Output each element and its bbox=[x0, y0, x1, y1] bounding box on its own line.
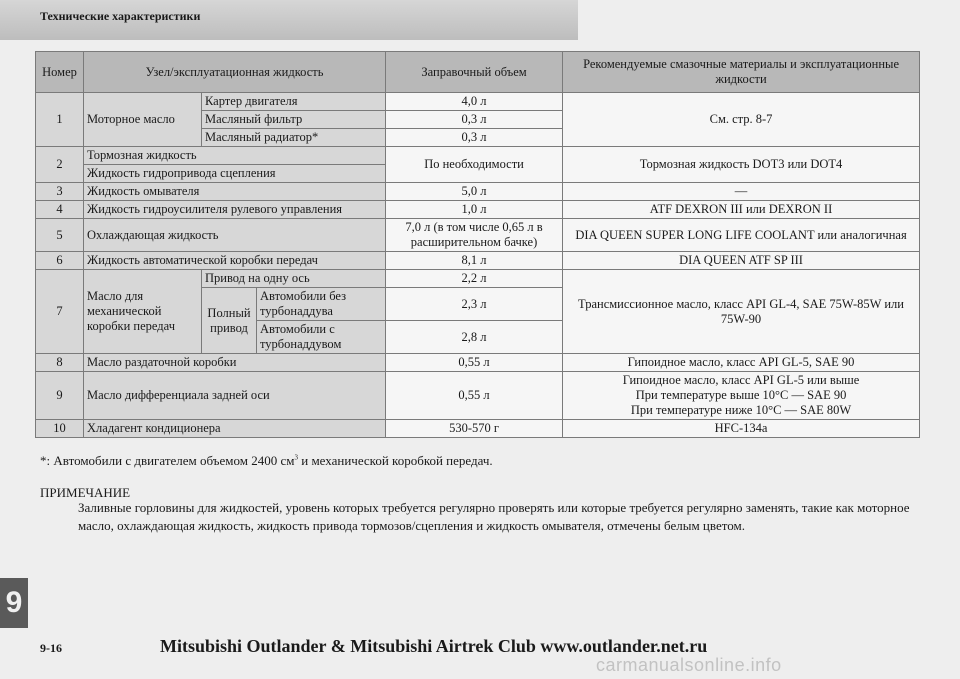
fluid-subitem: Автомобили без турбонаддува bbox=[257, 288, 386, 321]
fluid-name: Жидкость омывателя bbox=[84, 183, 386, 201]
recommended-fluid: Тормозная жидкость DOT3 или DOT4 bbox=[563, 147, 920, 183]
fill-volume: 7,0 л (в том числе 0,65 л в расширительном бачке) bbox=[386, 219, 563, 252]
fill-volume: 0,55 л bbox=[386, 354, 563, 372]
fluid-subitem: Автомобили с турбонаддувом bbox=[257, 321, 386, 354]
header-bar bbox=[0, 0, 578, 40]
footnote-superscript: 3 bbox=[294, 453, 298, 462]
table-row bbox=[36, 252, 920, 270]
recommended-fluid: Трансмиссионное масло, класс API GL-4, SAE 75W-85W или 75W-90 bbox=[563, 270, 920, 354]
fill-volume: 0,3 л bbox=[386, 111, 563, 129]
page-number: 9-16 bbox=[40, 641, 62, 655]
recommended-fluid bbox=[563, 372, 920, 420]
recommended-fluid: HFC-134a bbox=[563, 420, 920, 438]
recommended-line: Гипоидное масло, класс API GL-5 или выше bbox=[622, 373, 860, 387]
table-row bbox=[36, 420, 920, 438]
fill-volume: 4,0 л bbox=[386, 93, 563, 111]
table-row bbox=[36, 372, 920, 420]
note-title: ПРИМЕЧАНИЕ bbox=[40, 485, 131, 500]
table-row bbox=[36, 354, 920, 372]
table-row bbox=[36, 219, 920, 252]
row-number: 6 bbox=[36, 252, 84, 270]
recommended-fluid: DIA QUEEN SUPER LONG LIFE COOLANT или аналогичная bbox=[563, 219, 920, 252]
fill-volume: По необходимости bbox=[386, 147, 563, 183]
column-header-unit: Узел/эксплуатационная жидкость bbox=[84, 52, 386, 93]
fill-volume: 0,55 л bbox=[386, 372, 563, 420]
fill-volume: 1,0 л bbox=[386, 201, 563, 219]
fill-volume: 0,3 л bbox=[386, 129, 563, 147]
table-header-row bbox=[36, 52, 920, 93]
table-row bbox=[36, 201, 920, 219]
fluid-subitem: Полный привод bbox=[202, 288, 257, 354]
fluid-name: Масло дифференциала задней оси bbox=[84, 372, 386, 420]
fluid-name: Жидкость гидропривода сцепления bbox=[84, 165, 386, 183]
fill-volume: 5,0 л bbox=[386, 183, 563, 201]
recommended-fluid: DIA QUEEN ATF SP III bbox=[563, 252, 920, 270]
row-number: 7 bbox=[36, 270, 84, 354]
fluid-name: Масло раздаточной коробки bbox=[84, 354, 386, 372]
fill-volume: 2,3 л bbox=[386, 288, 563, 321]
fluid-name: Охлаждающая жидкость bbox=[84, 219, 386, 252]
table-row bbox=[36, 270, 920, 288]
footnote bbox=[40, 453, 493, 469]
fluid-subitem: Масляный фильтр bbox=[202, 111, 386, 129]
fluid-name: Жидкость гидроусилителя рулевого управления bbox=[84, 201, 386, 219]
recommended-fluid: — bbox=[563, 183, 920, 201]
row-number: 9 bbox=[36, 372, 84, 420]
column-header-volume: Заправочный объем bbox=[386, 52, 563, 93]
recommended-fluid: См. стр. 8-7 bbox=[563, 93, 920, 147]
fluid-name: Моторное масло bbox=[84, 93, 202, 147]
table-row bbox=[36, 147, 920, 165]
fluid-subitem: Масляный радиатор* bbox=[202, 129, 386, 147]
fluid-name: Масло для механической коробки передач bbox=[84, 270, 202, 354]
table-row bbox=[36, 183, 920, 201]
watermark: carmanualsonline.info bbox=[596, 655, 782, 675]
footer-text: Mitsubishi Outlander & Mitsubishi Airtrek Club www.outlander.net.ru bbox=[160, 636, 708, 656]
row-number: 4 bbox=[36, 201, 84, 219]
row-number: 5 bbox=[36, 219, 84, 252]
row-number: 2 bbox=[36, 147, 84, 183]
recommended-line: При температуре выше 10°С — SAE 90 bbox=[635, 388, 847, 402]
row-number: 3 bbox=[36, 183, 84, 201]
table-row bbox=[36, 93, 920, 111]
fill-volume: 2,2 л bbox=[386, 270, 563, 288]
fill-volume: 8,1 л bbox=[386, 252, 563, 270]
fluid-name: Тормозная жидкость bbox=[84, 147, 386, 165]
footnote-text: *: Автомобили с двигателем объемом 2400 см bbox=[40, 453, 295, 468]
fluid-name: Хладагент кондиционера bbox=[84, 420, 386, 438]
section-title: Технические характеристики bbox=[40, 9, 201, 23]
column-header-number: Номер bbox=[36, 52, 84, 93]
column-header-recommended: Рекомендуемые смазочные материалы и эксплуатационные жидкости bbox=[563, 52, 920, 93]
recommended-line: При температуре ниже 10°С — SAE 80W bbox=[630, 403, 852, 417]
footnote-tail: и механической коробкой передач. bbox=[297, 453, 493, 468]
recommended-fluid: Гипоидное масло, класс API GL-5, SAE 90 bbox=[563, 354, 920, 372]
row-number: 8 bbox=[36, 354, 84, 372]
chapter-tab: 9 bbox=[0, 578, 28, 628]
recommended-fluid: ATF DEXRON III или DEXRON II bbox=[563, 201, 920, 219]
note-text: Заливные горловины для жидкостей, уровень которых требуется регулярно проверять или которые требуется регулярно заменять, такие как моторное масло, охлаждающая жидкость, жидкость привода тормозов/сцепления и жидкость омывателя, отмечены белым цветом. bbox=[78, 500, 910, 533]
fluid-subitem: Картер двигателя bbox=[202, 93, 386, 111]
fluid-subitem: Привод на одну ось bbox=[202, 270, 386, 288]
row-number: 10 bbox=[36, 420, 84, 438]
fill-volume: 530-570 г bbox=[386, 420, 563, 438]
fill-volume: 2,8 л bbox=[386, 321, 563, 354]
fluid-name: Жидкость автоматической коробки передач bbox=[84, 252, 386, 270]
specifications-table bbox=[35, 51, 920, 438]
row-number: 1 bbox=[36, 93, 84, 147]
